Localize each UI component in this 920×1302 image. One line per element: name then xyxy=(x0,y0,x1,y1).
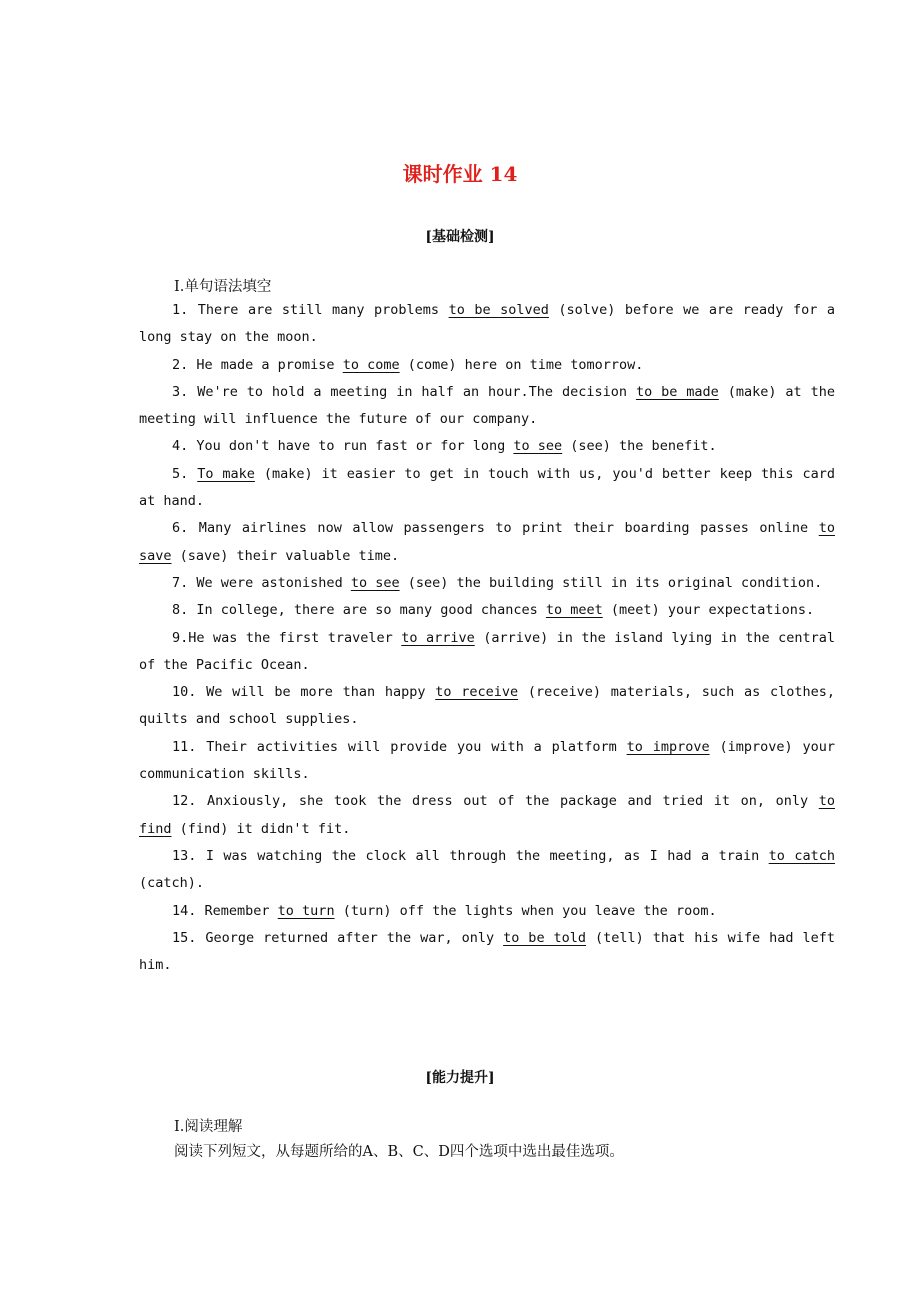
question-answer: to see xyxy=(513,438,563,455)
question-text-before: Their activities will provide you with a platform xyxy=(196,738,627,755)
question-number: 9. xyxy=(172,629,189,646)
question-item xyxy=(139,515,835,570)
question-text-before: In college, there are so many good chances xyxy=(188,602,546,619)
question-answer: to turn xyxy=(277,902,335,919)
section-heading-basic: [基础检测] xyxy=(425,229,495,245)
question-text-before: You don't have to run fast or for long xyxy=(188,438,514,455)
question-number: 12. xyxy=(172,793,197,810)
question-answer: To make xyxy=(197,465,255,482)
question-item xyxy=(139,788,835,843)
question-text-after: (solve) before we are ready for a long stay on the moon. xyxy=(139,302,835,346)
question-text-after: (save) their valuable time. xyxy=(171,547,400,564)
question-number: 1. xyxy=(172,302,189,318)
question-number: 4. xyxy=(172,438,189,455)
question-answer: to save xyxy=(139,520,835,564)
question-list xyxy=(139,297,835,979)
question-text-after: (tell) that his wife had left him. xyxy=(139,929,835,974)
question-text-after: (make) at the meeting will influence the future of our company. xyxy=(139,383,835,428)
question-text-before: We were astonished xyxy=(188,574,351,591)
question-text-after: (see) the building still in its original condition. xyxy=(399,574,823,591)
question-number: 3. xyxy=(172,383,189,400)
question-item xyxy=(139,898,835,925)
question-text-before: George returned after the war, only xyxy=(196,929,504,946)
question-answer: to come xyxy=(342,356,400,373)
question-number: 14. xyxy=(172,902,197,919)
part-heading-grammar: Ⅰ.单句语法填空 xyxy=(174,279,272,295)
question-number: 5. xyxy=(172,465,189,482)
question-number: 6. xyxy=(172,520,189,537)
question-answer: to be solved xyxy=(448,302,549,318)
question-text-after: (improve) your communication skills. xyxy=(139,738,836,783)
question-number: 15. xyxy=(172,929,197,946)
question-answer: to catch xyxy=(768,847,835,864)
question-text-after: (make) it easier to get in touch with us, you'd better keep this card at hand. xyxy=(139,465,835,510)
question-item xyxy=(139,925,835,980)
question-item xyxy=(139,597,835,624)
question-number: 11. xyxy=(172,738,197,755)
question-answer: to be made xyxy=(635,383,719,400)
question-item xyxy=(139,297,835,352)
question-text-after: (catch). xyxy=(139,875,205,892)
question-text-before xyxy=(188,466,197,482)
question-text-before: There are still many problems xyxy=(188,302,449,318)
question-text-after: (come) here on time tomorrow. xyxy=(399,356,644,373)
question-item xyxy=(139,433,835,460)
question-text-after: (arrive) in the island lying in the central of the Pacific Ocean. xyxy=(139,629,835,673)
question-text-before: He was the first traveler xyxy=(188,629,402,646)
question-answer: to improve xyxy=(626,738,710,755)
question-number: 8. xyxy=(172,602,189,619)
question-answer: to see xyxy=(350,574,400,591)
question-text-before: I was watching the clock all through the meeting, as I had a train xyxy=(196,847,769,864)
page-title: 课时作业 14 xyxy=(402,162,518,186)
question-number: 2. xyxy=(172,356,189,373)
question-text-before: Remember xyxy=(196,902,278,919)
question-answer: to receive xyxy=(435,684,519,701)
question-number: 7. xyxy=(172,574,189,591)
question-answer: to be told xyxy=(503,929,587,946)
part-heading-reading: Ⅰ.阅读理解 xyxy=(174,1119,243,1135)
question-answer: to arrive xyxy=(401,629,475,646)
reading-instruction: 阅读下列短文，从每题所给的A、B、C、D四个选项中选出最佳选项。 xyxy=(174,1144,624,1160)
section-heading-advanced: [能力提升] xyxy=(425,1070,495,1086)
question-text-after: (turn) off the lights when you leave the room. xyxy=(334,902,717,919)
question-number: 13. xyxy=(172,847,197,864)
question-answer: to meet xyxy=(545,602,603,619)
question-text-after: (meet) your expectations. xyxy=(602,602,815,619)
question-text-after: (receive) materials, such as clothes, quilts and school supplies. xyxy=(139,684,835,728)
question-item xyxy=(139,734,835,789)
question-text-before: We're to hold a meeting in half an hour.The decision xyxy=(188,383,636,400)
question-item xyxy=(139,352,835,379)
question-number: 10. xyxy=(172,684,197,701)
question-item xyxy=(139,843,835,898)
question-text-before: Many airlines now allow passengers to print their boarding passes online xyxy=(188,520,819,537)
question-item xyxy=(139,679,835,734)
question-text-before: Anxiously, she took the dress out of the package and tried it on, only xyxy=(196,793,819,810)
question-text-before: We will be more than happy xyxy=(196,684,436,701)
question-answer: to find xyxy=(139,793,835,837)
question-item xyxy=(139,461,835,516)
question-text-before: He made a promise xyxy=(188,356,343,373)
question-item xyxy=(139,570,835,597)
question-text-after: (find) it didn't fit. xyxy=(171,820,351,837)
question-item xyxy=(139,625,835,680)
question-text-after: (see) the benefit. xyxy=(562,438,717,455)
question-item xyxy=(139,379,835,434)
